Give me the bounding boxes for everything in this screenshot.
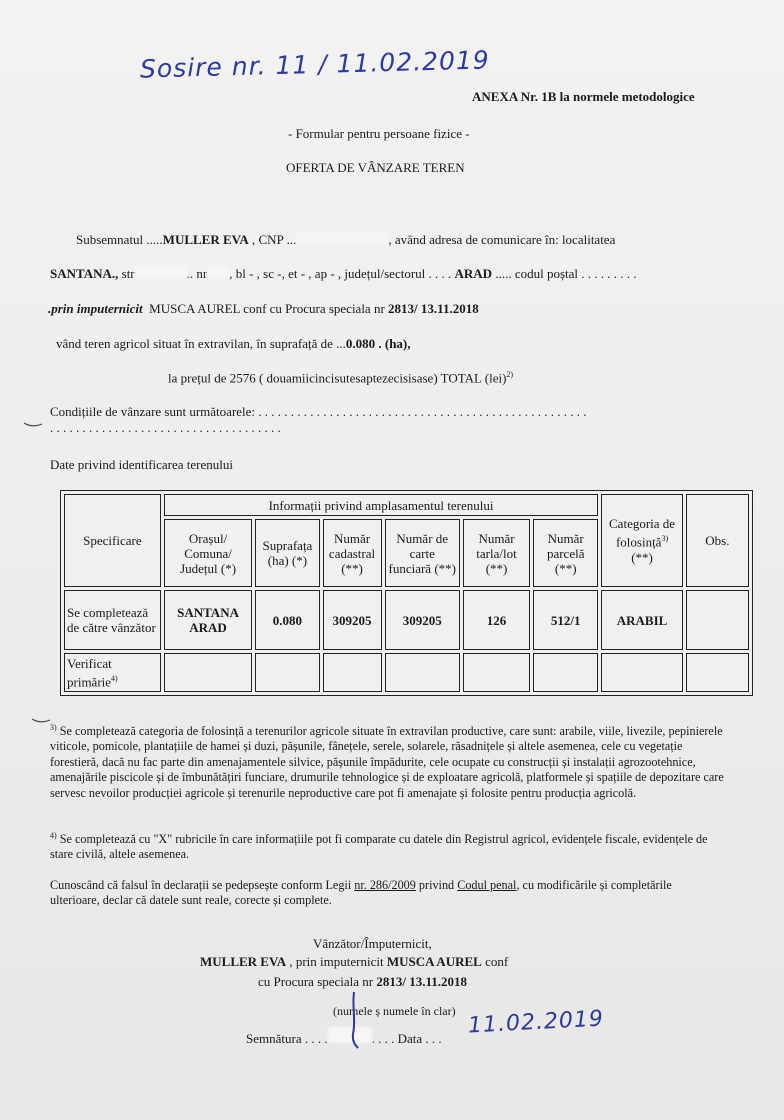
price-line: la prețul de 2576 ( douamiicincisutesaptezecisisase) TOTAL (lei)$^{2)}$ [168, 370, 514, 386]
footnote-4: $^{4)}$ Se completează cu "X" rubricile în care informațiile pot fi comparate cu datele din Registrul agricol, evidențele fiscale, evidențele de stare civilă, altele asemenea. [50, 831, 708, 862]
table-row [64, 653, 749, 692]
cell-empty [385, 653, 460, 692]
proxy-name: MUSCA AUREL [149, 301, 241, 316]
header-spec: Specificare [64, 494, 161, 587]
form-type: - Formular pentru persoane fizice - [288, 126, 470, 141]
handwritten-date: 11.02.2019 [467, 1006, 605, 1039]
address-line: SANTANA., str .. nr , bl - , sc -, et - , ap - , județul/sectorul . . . . ARAD ..... codul poștal . . . . . . . . . [50, 266, 637, 281]
row-seller-label: Se completează de către vânzător [64, 590, 161, 650]
header-carte: Număr de carte funciară (**) [385, 519, 460, 587]
cell-empty [601, 653, 682, 692]
area-line: vând teren agricol situat în extravilan, în suprafață de ...0.080 . (ha), [56, 336, 411, 351]
locality-value: SANTANA., [50, 266, 119, 281]
cell-carte: 309205 [385, 590, 460, 650]
cell-parcela: 512/1 [533, 590, 598, 650]
footnote-3: $^{3)}$ Se completează categoria de folosință a terenurilor agricole situate în extravilan productive, care sunt: arabile, viile, livezile, pepinierele viticole, pomicole, plantațiile de hamei și duzi, pășunile, fânețele, serele, solarele, răsadnițele și altele asemenea, cele cu vegetație forestieră, dacă nu fac parte din amenajamentele silvice, pășunile împădurite, cele ocupate cu construcții și instalații agrozootehnice, amenajările piscicole și de îmbunătățiri funciare, drumurile tehnologice și de exploatare agricolă, platformele și spațiile de depozitare care servesc nevoilor producției agricole și terenurile neproductive care pot fi amenajate și folosite pentru producția agricolă. [50, 723, 724, 800]
conditions-line-2: . . . . . . . . . . . . . . . . . . . . . . . . . . . . . . . . . . . . [50, 420, 281, 435]
signature-procura: cu Procura speciala nr 2813/ 13.11.2018 [258, 974, 468, 989]
handwritten-registration: Sosire nr. 11 / 11.02.2019 [139, 45, 491, 84]
land-data-heading: Date privind identificarea terenului [50, 457, 234, 472]
header-city: Orașul/ Comuna/ Județul (*) [164, 519, 253, 587]
area-value: 0.080 . (ha), [345, 336, 411, 351]
county-value: ARAD [454, 266, 493, 281]
cell-tarla: 126 [463, 590, 530, 650]
seller-name: MULLER EVA [162, 232, 249, 247]
cell-empty [686, 653, 749, 692]
header-parcela: Număr parcelă (**) [533, 519, 598, 587]
redacted-cnp [296, 232, 388, 244]
cell-cadastral: 309205 [323, 590, 382, 650]
proxy-reference: 2813/ 13.11.2018 [388, 301, 479, 316]
header-tarla: Număr tarla/lot (**) [463, 519, 530, 587]
cell-city: SANTANA ARAD [164, 590, 253, 650]
cell-empty [164, 653, 253, 692]
cell-category: ARABIL [601, 590, 682, 650]
cell-empty [323, 653, 382, 692]
land-table [60, 490, 753, 696]
signature-role: Vânzător/Împuternicit, [313, 936, 432, 951]
redacted-number [207, 266, 229, 278]
table-row [64, 590, 749, 650]
header-area: Suprafața (ha) (*) [255, 519, 319, 587]
margin-mark [22, 420, 46, 432]
signature-names: MULLER EVA , prin imputernicit MUSCA AUREL conf [200, 954, 509, 969]
signature-line: Semnătura . . . . . . . . Data . . . [246, 1027, 442, 1047]
signature-clear-name: (numele ș numele în clar) [333, 1004, 456, 1018]
row-verified-label: Verificat primărie$^{4)}$ [64, 653, 161, 692]
cell-empty [533, 653, 598, 692]
seller-line: Subsemnatul .....MULLER EVA , CNP ... , având adresa de comunicare în: localitatea [76, 232, 616, 247]
cell-obs [686, 590, 749, 650]
header-group-location: Informații privind amplasamentul terenului [164, 494, 599, 516]
document-title: OFERTA DE VÂNZARE TEREN [286, 160, 465, 175]
legal-statement: Cunoscând că falsul în declarații se pedepsește conform Legii nr. 286/2009 privind Codul penal, cu modificările și completările ulterioare, declar că datele sunt reale, corecte și complete. [50, 878, 672, 908]
proxy-label: .prin imputernicit [48, 301, 143, 316]
redacted-street [135, 266, 187, 278]
conditions-line: Condițiile de vânzare sunt următoarele: . . . . . . . . . . . . . . . . . . . . . . . . . . . . . . . . . . . . . . . . . . . . . . . . . . . [50, 404, 587, 419]
header-cadastral: Număr cadastral (**) [323, 519, 382, 587]
annex-heading: ANEXA Nr. 1B la normele metodologice [472, 89, 695, 104]
header-category: Categoria de folosință$^{3)}$ (**) [601, 494, 682, 587]
proxy-line: .prin imputernicit MUSCA AUREL conf cu Procura speciala nr 2813/ 13.11.2018 [48, 301, 479, 316]
cell-empty [255, 653, 319, 692]
cell-area: 0.080 [255, 590, 319, 650]
header-obs: Obs. [686, 494, 749, 587]
cell-empty [463, 653, 530, 692]
signature-stroke [340, 990, 370, 1050]
margin-mark [30, 716, 54, 728]
